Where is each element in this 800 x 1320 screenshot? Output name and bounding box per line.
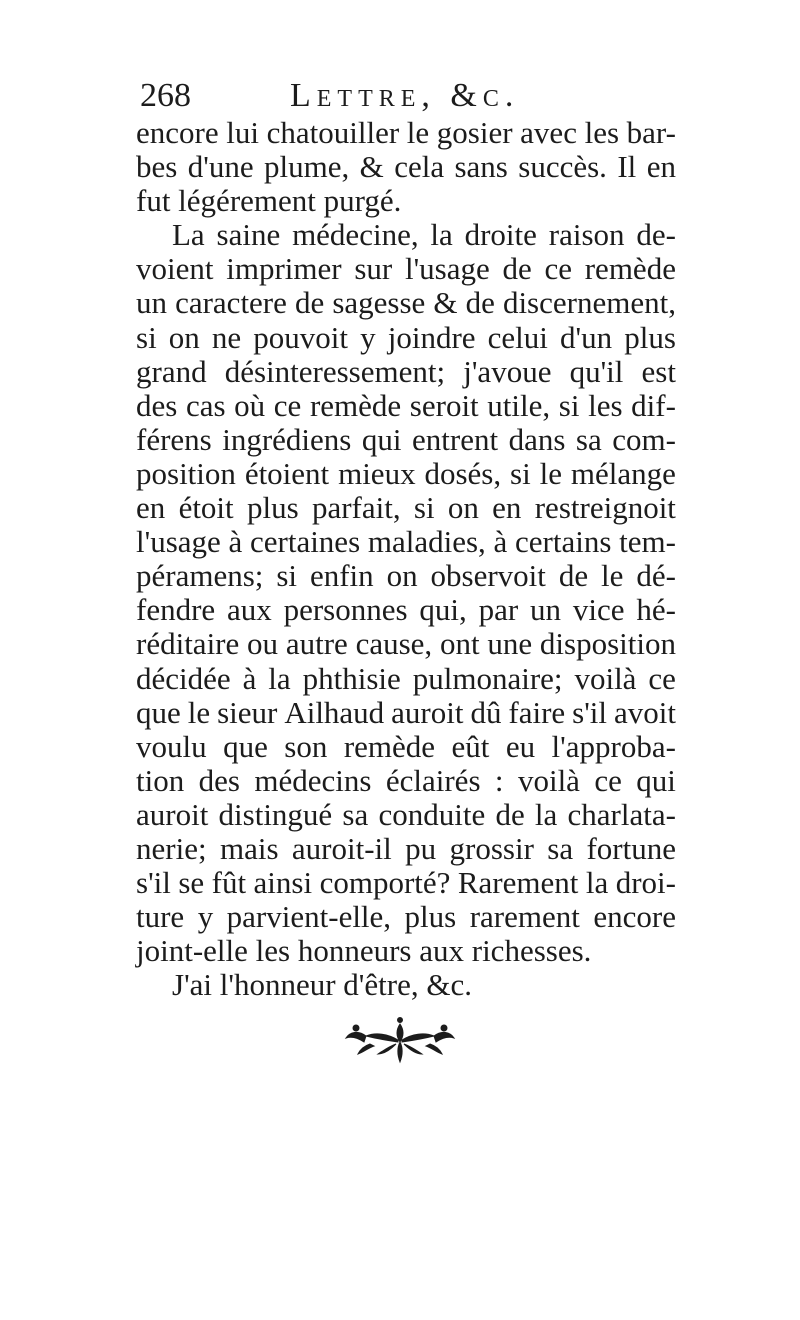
text-line: tion des médecins éclairés : voilà ce qui: [136, 762, 676, 798]
text-line: décidée à la phthisie pulmonaire; voilà ce: [136, 660, 676, 696]
text-line: voient imprimer sur l'usage de ce remède: [136, 251, 676, 287]
text-line: grand désinteressement; j'avoue qu'il est: [136, 353, 676, 389]
text-line: férens ingrédiens qui entrent dans sa com-: [136, 421, 676, 457]
page-header: [140, 72, 680, 120]
text-line: position étoient mieux dosés, si le mélange: [136, 455, 676, 491]
body-text: [136, 116, 676, 1002]
text-line: s'il se fût ainsi comporté? Rarement la droi-: [136, 865, 676, 901]
running-head: Lettre, &c.: [290, 77, 520, 114]
page-number: 268: [140, 77, 191, 114]
text-line: joint-elle les honneurs aux richesses.: [136, 933, 592, 969]
text-line: en étoit plus parfait, si on en restreignoit: [136, 490, 676, 526]
text-line: voulu que son remède eût eu l'approba-: [136, 728, 676, 764]
text-line: si on ne pouvoit y joindre celui d'un plus: [136, 319, 676, 355]
text-line: réditaire ou autre cause, ont une disposition: [136, 626, 676, 662]
text-line: auroit distingué sa conduite de la charlata-: [136, 796, 676, 832]
text-line: ture y parvient-elle, plus rarement encore: [136, 899, 676, 935]
text-line: des cas où ce remède seroit utile, si les dif-: [136, 387, 676, 423]
text-line: J'ai l'honneur d'être, &c.: [172, 967, 472, 1003]
text-line: bes d'une plume, & cela sans succès. Il en: [136, 149, 676, 185]
text-line: nerie; mais auroit-il pu grossir sa fortune: [136, 830, 676, 866]
text-line: encore lui chatouiller le gosier avec les bar-: [136, 115, 676, 150]
text-line: fendre aux personnes qui, par un vice hé-: [136, 592, 676, 628]
text-line: péramens; si enfin on observoit de le dé-: [136, 558, 676, 594]
fleuron-ornament-icon: [340, 1016, 460, 1066]
text-line: que le sieur Ailhaud auroit dû faire s'il avoit: [136, 694, 676, 730]
text-line: l'usage à certaines maladies, à certains tem-: [136, 524, 676, 560]
text-line: fut légérement purgé.: [136, 183, 402, 219]
text-line: La saine médecine, la droite raison de-: [172, 217, 676, 253]
text-line: un caractere de sagesse & de discernement,: [136, 285, 676, 321]
